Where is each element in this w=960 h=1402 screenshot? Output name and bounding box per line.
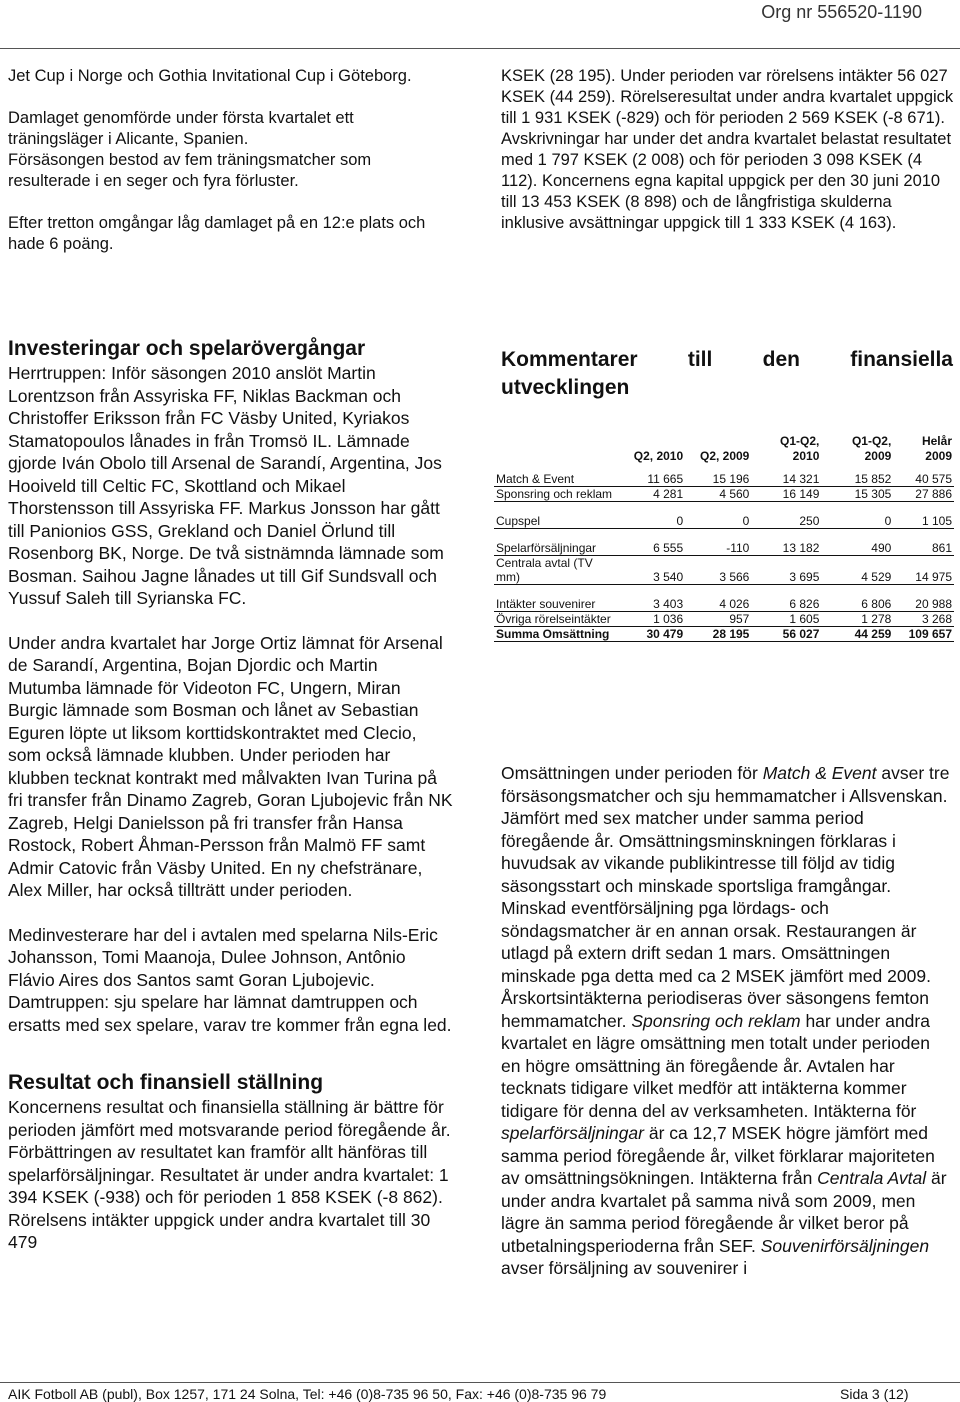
row-label: Sponsring och reklam	[494, 487, 615, 502]
paragraph: Herrtruppen: Inför säsongen 2010 anslöt Martin Lorentzson från Assyriska FF, Niklas Backman och Christoffer Eriksson från FC Väsby United, Kyriakos Stamatopoulos lånades in från Tromsö IL. Lämnade gjorde Iván Obolo till Arsenal de Sarandí, Argentina, Jos Hooiveld till Celtic FC, Skottland och Mikael Thorstensson till Assyriska FF. Markus Jonsson har gått till Panionios GSS, Grekland och Daniel Örlund till Rosenborg BK, Norge. De två sistnämnda lämnade som Bosman. Saihou Jagne lånades ut till Gif Sundsvall och Yussuf Saleh till Syrianska FC.	[8, 363, 444, 608]
cell: 1 605	[751, 612, 821, 627]
column-header: Q2, 2010	[633, 449, 684, 463]
cell: 13 182	[751, 541, 821, 556]
cell: -110	[685, 541, 751, 556]
row-label: Cupspel	[494, 514, 615, 529]
paragraph: Damtruppen: sju spelare har lämnat damtruppen och ersatts med sex spelare, varav tre kommer från egna led.	[8, 992, 452, 1035]
row-label: Centrala avtal (TV mm)	[494, 556, 615, 585]
cell: 4 026	[685, 597, 751, 612]
cell: 3 403	[615, 597, 685, 612]
cell: 27 886	[893, 487, 954, 502]
cell: 490	[821, 541, 893, 556]
table-row	[494, 612, 954, 627]
cell: 3 268	[893, 612, 954, 627]
cell: 3 540	[615, 556, 685, 585]
column-header: Q1-Q2, 2009	[851, 434, 892, 463]
cell: 6 555	[615, 541, 685, 556]
emphasis: Souvenirförsäljningen	[760, 1235, 930, 1256]
emphasis: Centrala Avtal	[817, 1168, 927, 1188]
cell: 16 149	[751, 487, 821, 502]
cell: 15 305	[821, 487, 893, 502]
cell: 4 560	[685, 487, 751, 502]
cell: 11 665	[615, 472, 685, 487]
cell: 4 529	[821, 556, 893, 585]
column-header: Q1-Q2, 2010	[780, 434, 820, 463]
paragraph: Försäsongen bestod av fem träningsmatcher som resulterade i en seger och fyra förluster.	[8, 151, 372, 190]
row-label: Spelarförsäljningar	[494, 541, 615, 556]
table-row	[494, 541, 954, 556]
paragraph: Damlaget genomförde under första kvartalet ett träningsläger i Alicante, Spanien.	[8, 109, 354, 148]
cell: 0	[685, 514, 751, 529]
cell: 861	[893, 541, 954, 556]
cell: 56 027	[751, 627, 821, 642]
cell: 0	[615, 514, 685, 529]
cell: 957	[685, 612, 751, 627]
table-row-total	[494, 627, 954, 642]
finance-table-wrap	[494, 434, 954, 642]
paragraph: Efter tretton omgångar låg damlaget på en 12:e plats och hade 6 poäng.	[8, 214, 426, 253]
table-row	[494, 514, 954, 529]
paragraph: Omsättningen under perioden för Match & Event avser tre försäsongsmatcher och sju hemmamatcher i Allsvenskan. Jämfört med sex matcher under samma period föregående år. Omsättningsminskningen förklaras i huvudsak av vikande publikintresse till följd av tidig säsongsstart och minskade sportsliga framgångar. Minskad eventförsäljning pga lördags- och söndagsmatcher är en annan orsak. Restaurangen är utlagd på extern drift sedan 1 mars. Omsättningen minskade pga detta med ca 2 MSEK jämfört med 2009. Årskortsintäkterna periodiseras över säsongens femton hemmamatcher. Sponsring och reklam har under andra kvartalet en lägre omsättning men totalt under perioden en högre omsättning än föregående år. Avtalen har tecknats tidigare vilket medför att intäkterna kommer tidigare för denna del av verksamheten. Intäkterna för spelarförsäljningar är ca 12,7 MSEK högre jämfört med samma period föregående år, vilket förklarar majoriteten av omsättningsökningen. Intäkterna från Centrala Avtal är under andra kvartalet på samma nivå som 2009, men lägre än samma period föregående år vilket beror på utbetalningsperioderna från SEF. Souvenirförsäljningen avser försäljning av souvenirer i	[501, 763, 950, 1278]
cell: 3 566	[685, 556, 751, 585]
emphasis: spelarförsäljningar	[501, 1123, 644, 1143]
header-divider	[0, 48, 960, 49]
cell: 6 826	[751, 597, 821, 612]
section-heading: Resultat och finansiell ställning	[8, 1071, 324, 1094]
emphasis: Sponsring och reklam	[631, 1010, 801, 1031]
cell: 1 105	[893, 514, 954, 529]
cell: 6 806	[821, 597, 893, 612]
table-row	[494, 487, 954, 502]
cell: 3 695	[751, 556, 821, 585]
row-label: Övriga rörelseintäkter	[494, 612, 615, 627]
table-row	[494, 597, 954, 612]
cell: 15 852	[821, 472, 893, 487]
cell: 109 657	[893, 627, 954, 642]
table-row	[494, 472, 954, 487]
row-label: Summa Omsättning	[494, 627, 615, 642]
finance-table	[494, 434, 954, 642]
cell: 15 196	[685, 472, 751, 487]
cell: 40 575	[893, 472, 954, 487]
cell: 14 321	[751, 472, 821, 487]
paragraph: Avskrivningar har under det andra kvartalet belastat resultatet med 1 797 KSEK (2 008) och för perioden 3 098 KSEK (4 112). Koncernens egna kapital uppgick per den 30 juni 2010 till 13 453 KSEK (8 898) och de långfristiga skulderna inklusive avsättningar uppgick till 1 333 KSEK (4 163).	[501, 130, 952, 232]
paragraph: Medinvesterare har del i avtalen med spelarna Nils-Eric Johansson, Tomi Maanoja, Dulee Johnson, Antônio Flávio Aires dos Santos samt Goran Ljubojevic.	[8, 924, 438, 990]
section-heading: Kommentarer till den finansiella utvecklingen	[501, 348, 953, 399]
org-number: Org nr 556520-1190	[761, 2, 922, 22]
cell: 1 278	[821, 612, 893, 627]
row-label: Intäkter souvenirer	[494, 597, 615, 612]
cell: 1 036	[615, 612, 685, 627]
paragraph: Under andra kvartalet har Jorge Ortiz lämnat för Arsenal de Sarandí, Argentina, Bojan Djordic och Martin Mutumba lämnade för Videoton FC, Ungern, Miran Burgic lämnade som Bosman och lånet av Sebastian Eguren löpte ut liksom korttidskontraktet med Clecio, som också lämnade klubben. Under perioden har klubben tecknat kontrakt med målvakten Ivan Turina på fri transfer från Dinamo Zagreb, Goran Ljubojevic från NK Zagreb, Helgi Danielsson på fri transfer från Hansa Rostock, Robert Åhman-Persson från Malmö FF samt Admir Catovic från Väsby United. En ny chefstränare, Alex Miller, har också tillträtt under perioden.	[8, 632, 453, 900]
footer-address: AIK Fotboll AB (publ), Box 1257, 171 24 Solna, Tel: +46 (0)8-735 96 50, Fax: +46 (0)8-735 96 79	[8, 1386, 607, 1402]
investments-section	[8, 336, 453, 1254]
paragraph: Jet Cup i Norge och Gothia Invitational Cup i Göteborg.	[8, 67, 412, 85]
paragraph: Koncernens resultat och finansiella ställning är bättre för perioden jämfört med motsvarande period föregående år. Förbättringen av resultatet kan framför allt hänföras till spelarförsäljningar. Resultatet är under andra kvartalet: 1 394 KSEK (-938) och för perioden 1 858 KSEK (-8 862). Rörelsens intäkter uppgick under andra kvartalet till 30 479	[8, 1097, 451, 1252]
paragraph: KSEK (28 195). Under perioden var rörelsens intäkter 56 027 KSEK (44 259). Rörelseresultat under andra kvartalet uppgick till 1 931 KSEK (-829) och för perioden 2 569 KSEK (-8 671).	[501, 67, 954, 127]
page-number: Sida 3 (12)	[840, 1386, 909, 1402]
cell: 14 975	[893, 556, 954, 585]
cell: 20 988	[893, 597, 954, 612]
cell: 0	[821, 514, 893, 529]
left-top-section	[8, 66, 428, 255]
cell: 4 281	[615, 487, 685, 502]
comments-text	[501, 762, 953, 1280]
section-heading: Investeringar och spelarövergångar	[8, 337, 366, 360]
cell: 28 195	[685, 627, 751, 642]
table-row	[494, 556, 954, 585]
cell: 250	[751, 514, 821, 529]
table-header-row	[494, 434, 954, 472]
footer-divider	[0, 1382, 960, 1383]
row-label: Match & Event	[494, 472, 615, 487]
emphasis: Match & Event	[762, 763, 877, 783]
column-header: Q2, 2009	[699, 449, 750, 463]
comments-section	[501, 346, 953, 402]
right-top-section	[501, 66, 956, 234]
cell: 44 259	[821, 627, 893, 642]
cell: 30 479	[615, 627, 685, 642]
column-header: Helår 2009	[921, 434, 952, 463]
